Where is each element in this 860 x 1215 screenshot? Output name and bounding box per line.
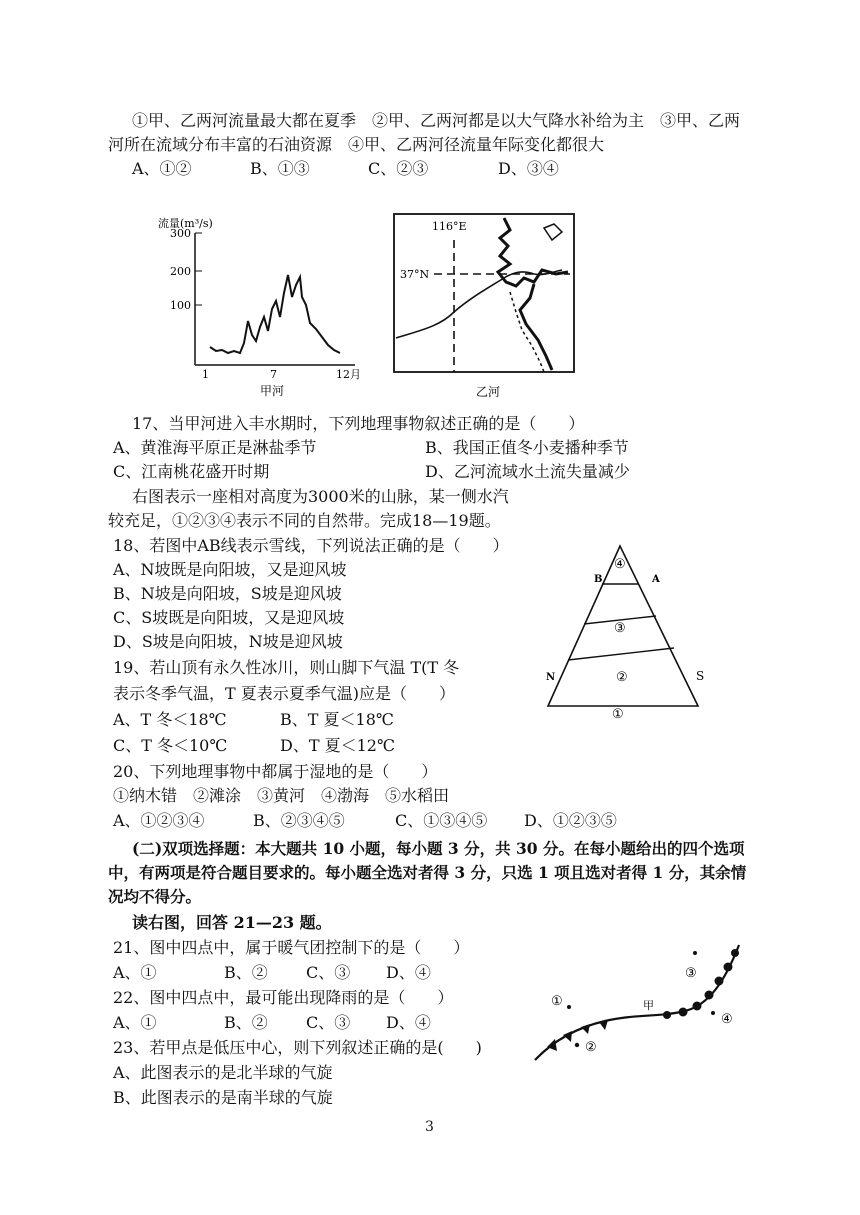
q18-option-a: A、N坡既是向阳坡，又是迎风坡 bbox=[113, 560, 347, 579]
q20-option-c: C、①③④⑤ bbox=[395, 811, 488, 830]
q21-stem: 21、图中四点中，属于暖气团控制下的是（ ） bbox=[113, 938, 470, 957]
q18-option-b: B、N坡是向阳坡，S坡是迎风坡 bbox=[113, 584, 342, 603]
section2-line2: 中，有两项是符合题目要求的。每小题全选对者得 3 分，只选 1 项且选对者得 1 分，其余情 bbox=[108, 863, 747, 882]
section2-line3: 况均不得分。 bbox=[108, 887, 202, 906]
intro18-line1: 右图表示一座相对高度为3000米的山脉，某一侧水汽 bbox=[132, 487, 509, 506]
zone-3-label: ③ bbox=[614, 621, 626, 636]
jia-ylabel: 流量(m³/s) bbox=[158, 217, 213, 230]
q21-option-a: A、① bbox=[113, 963, 157, 982]
q19-option-b: B、T 夏＜18℃ bbox=[280, 710, 394, 729]
q19-option-c: C、T 冬＜10℃ bbox=[113, 736, 228, 755]
section2-read: 读右图，回答 21—23 题。 bbox=[132, 913, 332, 932]
front-point-4-label: ④ bbox=[721, 1012, 733, 1027]
figure-mountain-zones bbox=[540, 540, 720, 720]
jia-ytick-100: 100 bbox=[170, 299, 191, 312]
q16-option-a: A、①② bbox=[132, 159, 192, 178]
q23-stem: 23、若甲点是低压中心，则下列叙述正确的是( ) bbox=[113, 1038, 482, 1057]
yi-caption: 乙河 bbox=[476, 385, 501, 399]
jia-xtick-7: 7 bbox=[270, 368, 277, 381]
intro18-line2: 较充足，①②③④表示不同的自然带。完成18—19题。 bbox=[108, 511, 501, 530]
q20-option-d: D、①②③⑤ bbox=[524, 811, 617, 830]
jia-caption: 甲河 bbox=[260, 384, 285, 398]
q20-option-a: A、①②③④ bbox=[113, 811, 205, 830]
q22-option-a: A、① bbox=[113, 1013, 157, 1032]
yi-latitude-label: 37°N bbox=[400, 268, 430, 281]
q18-stem: 18、若图中AB线表示雪线，下列说法正确的是（ ） bbox=[113, 536, 509, 555]
q23-option-a: A、此图表示的是北半球的气旋 bbox=[113, 1063, 333, 1082]
q16-option-d: D、③④ bbox=[498, 159, 559, 178]
q17-option-d: D、乙河流域水土流失量减少 bbox=[425, 462, 630, 481]
slope-n-label: N bbox=[546, 672, 556, 683]
q17-option-b: B、我国正值冬小麦播种季节 bbox=[425, 438, 629, 457]
q16-line2: 河所在流域分布丰富的石油资源 ④甲、乙两河径流量年际变化都很大 bbox=[108, 135, 605, 154]
q22-option-c: C、③ bbox=[306, 1013, 351, 1032]
q19-option-a: A、T 冬＜18℃ bbox=[113, 710, 227, 729]
jia-xtick-1: 1 bbox=[202, 368, 209, 381]
q17-stem: 17、当甲河进入丰水期时，下列地理事物叙述正确的是（ ） bbox=[132, 414, 585, 433]
q16-option-b: B、①③ bbox=[250, 159, 310, 178]
jia-discharge-curve bbox=[210, 275, 340, 353]
q16-line1: ①甲、乙两河流量最大都在夏季 ②甲、乙两河都是以大气降水补给为主 ③甲、乙两 bbox=[132, 111, 741, 130]
point-b-label: B bbox=[594, 574, 603, 585]
q21-option-b: B、② bbox=[224, 963, 268, 982]
front-point-2-label: ② bbox=[585, 1040, 597, 1055]
q17-option-a: A、黄淮海平原正是淋盐季节 bbox=[113, 438, 317, 457]
jia-xtick-12: 12月 bbox=[336, 368, 361, 381]
q22-stem: 22、图中四点中，最可能出现降雨的是（ ） bbox=[113, 988, 454, 1007]
yi-longitude-label: 116°E bbox=[432, 220, 467, 233]
figure-yi-river-map bbox=[392, 212, 582, 402]
section2-line1: (二)双项选择题：本大题共 10 小题，每小题 3 分，共 30 分。在每小题给出的四个选项 bbox=[132, 839, 745, 858]
q20-stem: 20、下列地理事物中都属于湿地的是（ ） bbox=[113, 762, 438, 781]
zone-2-label: ② bbox=[616, 670, 628, 685]
q22-option-b: B、② bbox=[224, 1013, 268, 1032]
q23-option-b: B、此图表示的是南半球的气旋 bbox=[113, 1088, 333, 1107]
slope-s-label: S bbox=[696, 669, 705, 683]
front-point-1-label: ① bbox=[551, 994, 563, 1009]
q16-option-c: C、②③ bbox=[368, 159, 429, 178]
zone-1-label: ① bbox=[612, 707, 624, 720]
q19-option-d: D、T 夏＜12℃ bbox=[280, 736, 395, 755]
front-line bbox=[535, 945, 739, 1060]
figure-jia-river-hydrograph bbox=[150, 205, 380, 400]
q18-option-d: D、S坡是向阳坡，N坡是迎风坡 bbox=[113, 632, 343, 651]
q17-option-c: C、江南桃花盛开时期 bbox=[113, 462, 270, 481]
page-number: 3 bbox=[425, 1119, 434, 1135]
q18-option-c: C、S坡既是向阳坡，又是迎风坡 bbox=[113, 608, 345, 627]
q21-option-d: D、④ bbox=[386, 963, 431, 982]
jia-ytick-300: 300 bbox=[170, 227, 191, 240]
q19-line1: 19、若山顶有永久性冰川，则山脚下气温 T(T 冬 bbox=[113, 658, 460, 677]
zone-4-label: ④ bbox=[614, 557, 626, 572]
front-jia-label: 甲 bbox=[643, 999, 654, 1012]
front-point-3-label: ③ bbox=[685, 966, 697, 981]
q20-option-b: B、②③④⑤ bbox=[253, 811, 345, 830]
q21-option-c: C、③ bbox=[306, 963, 351, 982]
q22-option-d: D、④ bbox=[386, 1013, 431, 1032]
figure-frontal-system bbox=[525, 935, 755, 1070]
point-a-label: A bbox=[652, 574, 660, 585]
q19-line2: 表示冬季气温，T 夏表示夏季气温)应是（ ） bbox=[113, 684, 456, 703]
jia-ytick-200: 200 bbox=[170, 265, 191, 278]
q20-items: ①纳木错 ②滩涂 ③黄河 ④渤海 ⑤水稻田 bbox=[113, 786, 450, 805]
